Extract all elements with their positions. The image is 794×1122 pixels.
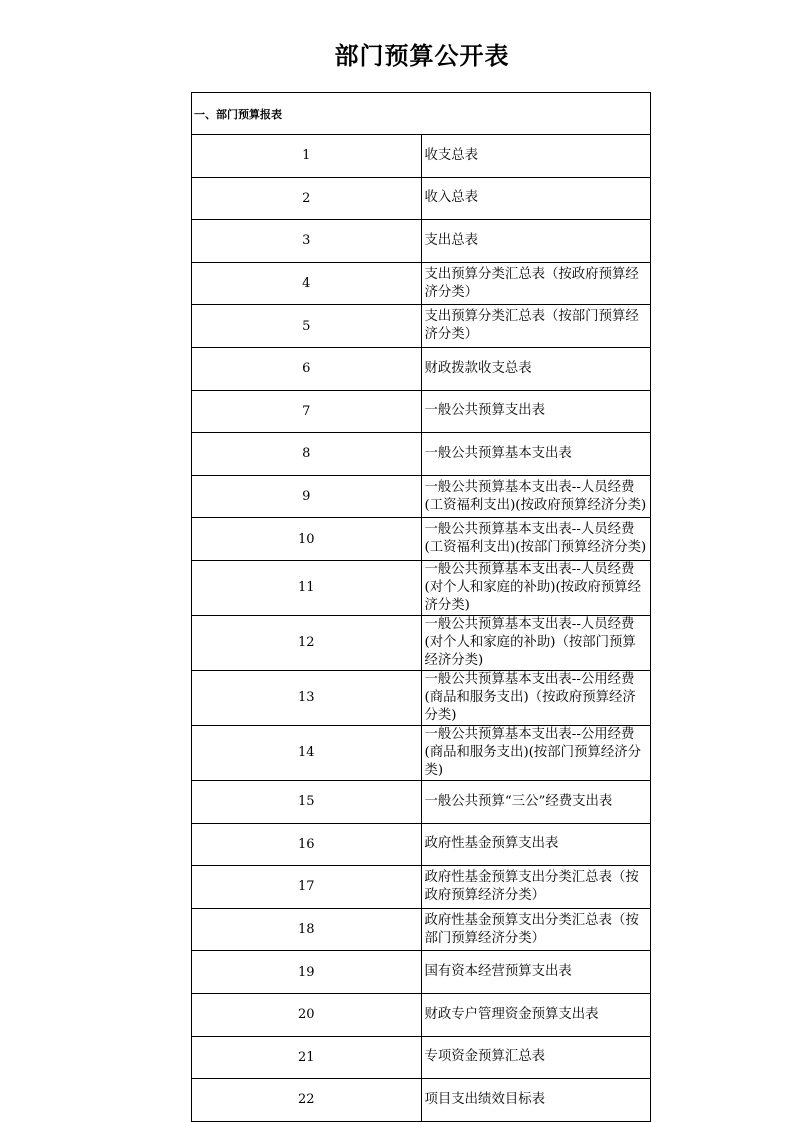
report-name: 一般公共预算基本支出表--公用经费(商品和服务支出)(按部门预算经济分类) bbox=[421, 725, 651, 780]
row-number: 12 bbox=[192, 615, 422, 670]
page-title: 部门预算公开表 bbox=[334, 42, 510, 70]
row-number: 16 bbox=[192, 823, 422, 866]
table-row bbox=[192, 347, 651, 390]
report-name: 国有资本经营预算支出表 bbox=[421, 951, 651, 994]
table-row bbox=[192, 305, 651, 348]
table-row bbox=[192, 135, 651, 178]
row-number: 10 bbox=[192, 518, 422, 561]
table-row bbox=[192, 518, 651, 561]
table-row bbox=[192, 1036, 651, 1079]
table-row bbox=[192, 725, 651, 780]
table-body bbox=[192, 93, 651, 1122]
table-row bbox=[192, 262, 651, 305]
table-row bbox=[192, 866, 651, 909]
row-number: 8 bbox=[192, 433, 422, 476]
table-row bbox=[192, 908, 651, 951]
section-row bbox=[192, 93, 651, 135]
report-name: 专项资金预算汇总表 bbox=[421, 1036, 651, 1079]
row-number: 1 bbox=[192, 135, 422, 178]
report-name: 一般公共预算基本支出表--人员经费(工资福利支出)(按部门预算经济分类) bbox=[421, 518, 651, 561]
row-number: 9 bbox=[192, 475, 422, 518]
table-row bbox=[192, 177, 651, 220]
report-name: 收入总表 bbox=[421, 177, 651, 220]
report-name: 政府性基金预算支出表 bbox=[421, 823, 651, 866]
row-number: 6 bbox=[192, 347, 422, 390]
row-number: 3 bbox=[192, 220, 422, 263]
report-name: 财政专户管理资金预算支出表 bbox=[421, 993, 651, 1036]
section-heading: 一、部门预算报表 bbox=[192, 93, 651, 135]
row-number: 13 bbox=[192, 670, 422, 725]
report-name: 项目支出绩效目标表 bbox=[421, 1079, 651, 1122]
table-row bbox=[192, 1079, 651, 1122]
table-row bbox=[192, 475, 651, 518]
row-number: 5 bbox=[192, 305, 422, 348]
report-name: 政府性基金预算支出分类汇总表（按政府预算经济分类） bbox=[421, 866, 651, 909]
table-row bbox=[192, 823, 651, 866]
table-row bbox=[192, 433, 651, 476]
table-row bbox=[192, 670, 651, 725]
report-name: 一般公共预算基本支出表--公用经费(商品和服务支出)（按政府预算经济分类) bbox=[421, 670, 651, 725]
table-row bbox=[192, 390, 651, 433]
row-number: 21 bbox=[192, 1036, 422, 1079]
row-number: 19 bbox=[192, 951, 422, 994]
report-name: 支出总表 bbox=[421, 220, 651, 263]
row-number: 14 bbox=[192, 725, 422, 780]
report-name: 财政拨款收支总表 bbox=[421, 347, 651, 390]
table-row bbox=[192, 993, 651, 1036]
report-name: 支出预算分类汇总表（按部门预算经济分类） bbox=[421, 305, 651, 348]
report-index-table bbox=[191, 92, 651, 1122]
report-name: 一般公共预算基本支出表--人员经费(对个人和家庭的补助)(按政府预算经济分类) bbox=[421, 560, 651, 615]
report-name: 政府性基金预算支出分类汇总表（按部门预算经济分类） bbox=[421, 908, 651, 951]
row-number: 20 bbox=[192, 993, 422, 1036]
row-number: 7 bbox=[192, 390, 422, 433]
report-name: 支出预算分类汇总表（按政府预算经济分类） bbox=[421, 262, 651, 305]
report-name: 一般公共预算基本支出表--人员经费(工资福利支出)(按政府预算经济分类) bbox=[421, 475, 651, 518]
row-number: 22 bbox=[192, 1079, 422, 1122]
report-name: 收支总表 bbox=[421, 135, 651, 178]
report-name: 一般公共预算基本支出表--人员经费(对个人和家庭的补助)（按部门预算经济分类) bbox=[421, 615, 651, 670]
report-name: 一般公共预算支出表 bbox=[421, 390, 651, 433]
table-row bbox=[192, 560, 651, 615]
table-row bbox=[192, 615, 651, 670]
row-number: 4 bbox=[192, 262, 422, 305]
table-row bbox=[192, 780, 651, 823]
row-number: 15 bbox=[192, 780, 422, 823]
report-name: 一般公共预算“三公”经费支出表 bbox=[421, 780, 651, 823]
row-number: 2 bbox=[192, 177, 422, 220]
table-row bbox=[192, 220, 651, 263]
row-number: 17 bbox=[192, 866, 422, 909]
row-number: 18 bbox=[192, 908, 422, 951]
row-number: 11 bbox=[192, 560, 422, 615]
report-name: 一般公共预算基本支出表 bbox=[421, 433, 651, 476]
table-row bbox=[192, 951, 651, 994]
